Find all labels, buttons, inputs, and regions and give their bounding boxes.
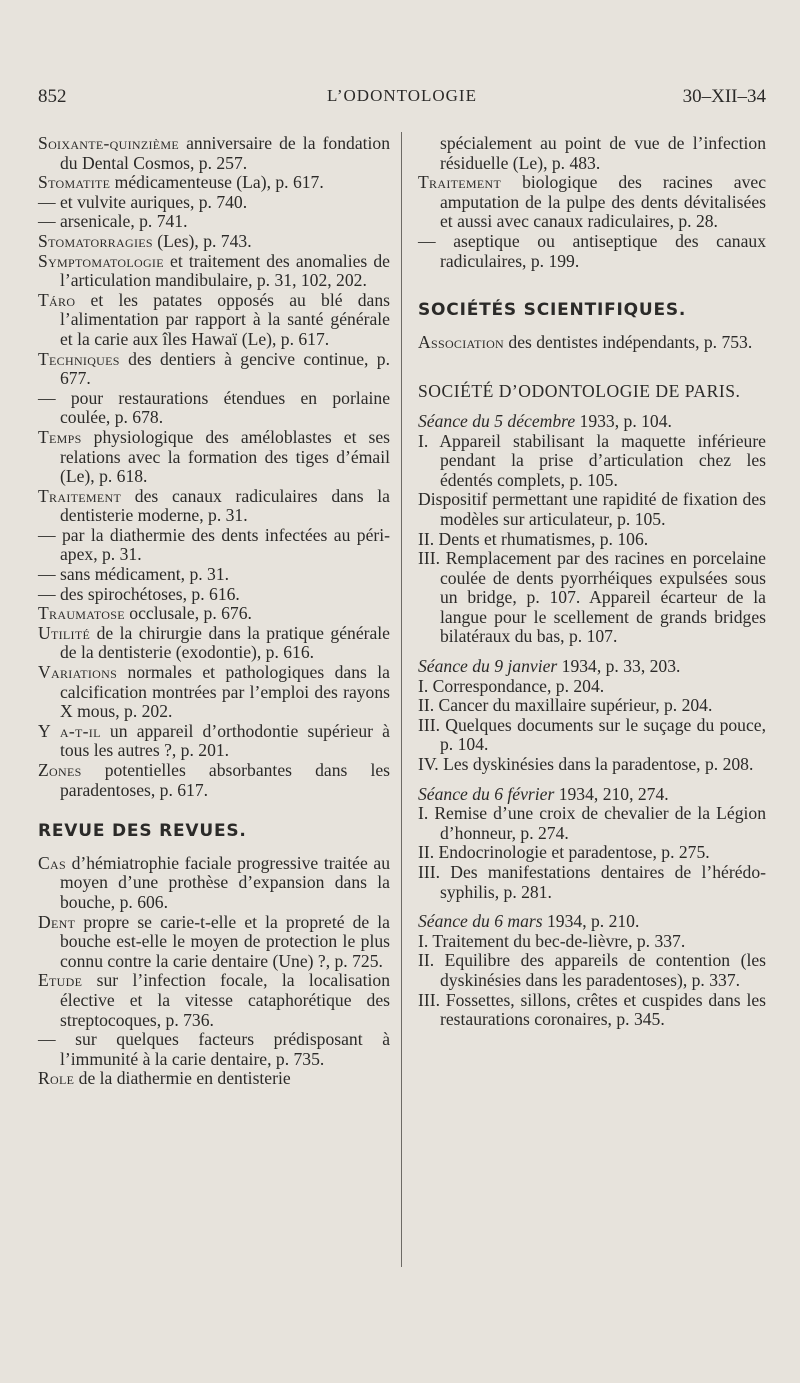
entry-head: Association [418,331,505,352]
entry-text: sur l’infection focale, la localisation élective et la vitesse cataphorétique des streptocoques, p. 736. [60,970,390,1030]
index-entry [418,232,766,271]
entry-text: — aseptique ou antiseptique des canaux radiculaires, p. 199. [418,230,766,271]
entry-text: anniversaire de la fondation du Dental Cosmos, p. 257. [60,133,390,173]
seance-pages: 1934, p. 210. [542,911,640,932]
seance-header [418,412,766,432]
entry-text: normales et pathologiques dans la calcification montrées par l’emploi des rayons X mous, p. 202. [60,662,390,722]
seance-item: II. Cancer du maxillaire supérieur, p. 204. [418,695,713,716]
entry-text: biologique des racines avec amputation de la pulpe des dents dévitalisées et aussi avec canaux radiculaires, p. 28. [440,172,766,232]
entry-text: des dentiers à gencive continue, p. 677. [60,348,390,389]
left-column [38,134,390,1089]
entry-text: un appareil d’orthodontie supérieur à tous les autres ?, p. 201. [60,720,390,761]
entry-head: Symptomatologie [38,250,164,271]
seance-pages: 1933, p. 104. [575,410,672,431]
section-heading: SOCIÉTÉS SCIENTIFIQUES. [418,300,687,321]
seance-item: IV. Les dyskinésies dans la paradentose, p. 208. [418,754,754,775]
entry-text: physiologique des améloblastes et ses relations avec la formation des tiges d’émail (Le), p. 618. [60,426,390,487]
entry-text: occlusale, p. 676. [124,603,252,624]
entry-text: et les patates opposés au blé dans l’alimentation par rapport à la santé générale et la carie aux îles Hawaï (Le), p. 617. [60,289,390,349]
seance-label: Séance du 6 février [418,783,555,804]
seance-item: III. Quelques documents sur le suçage du pouce, p. 104. [418,714,766,755]
entry-text: — sans médicament, p. 31. [38,564,230,585]
entry-head: Traitement [38,485,122,506]
revue-entries [38,854,390,1089]
index-entry [38,1069,390,1089]
entry-text: de la chirurgie dans la pratique générale de la dentisterie (exodontie), p. 616. [60,622,390,663]
index-entry [38,193,390,213]
seance-label: Séance du 5 décembre [418,410,576,431]
seance-block [418,912,766,1030]
right-column [418,134,766,1030]
seance-item: II. Dents et rhumatismes, p. 106. [418,528,649,549]
entry-head: Stomatorragies [38,230,153,251]
index-entry [38,913,390,972]
seance-pages: 1934, 210, 274. [554,783,669,804]
seance-header [418,785,766,805]
seance-item: III. Remplacement par des racines en porcelaine coulée de dents pyorrhéiques expulsées sous un bridge, p. 107. Appareil écarteur de la langue pour le scellement de grands bridges bilatéraux du bas, p. 107. [418,548,766,647]
seance-item: I. Correspondance, p. 204. [418,675,605,696]
index-entry [38,761,390,800]
page-header [38,86,766,114]
seance-item: Dispositif permettant une rapidité de fixation des modèles sur articulateur, p. 105. [418,489,766,529]
index-entry [38,565,390,585]
index-entry [38,971,390,1030]
entry-head: Dent [38,911,76,932]
index-entry [38,722,390,761]
page-number: 852 [38,86,67,107]
entry-text: — et vulvite auriques, p. 740. [38,191,248,212]
column-rule [401,132,402,1267]
entry-text: médicamenteuse (La), p. 617. [110,172,324,193]
entry-head: Role [38,1068,75,1089]
entry-text: — par la diathermie des dents infectées au péri-apex, p. 31. [38,524,390,565]
index-entry [38,212,390,232]
seance-pages: 1934, p. 33, 203. [557,656,681,677]
seance-block [418,657,766,775]
index-entry [38,526,390,565]
entry-head: Temps [38,426,82,447]
entry-head: Y a-t-il [38,720,101,741]
entry-head: Soixante-quinzième [38,133,180,153]
index-entry [38,624,390,663]
continuation-text: spécialement au point de vue de l’infection résiduelle (Le), p. 483. [440,133,766,173]
issue-date: 30–XII–34 [682,86,766,107]
seance-item: II. Endocrinologie et paradentose, p. 275. [418,842,710,863]
entry-text: — sur quelques facteurs prédisposant à l’immunité à la carie dentaire, p. 735. [38,1029,390,1069]
index-entry [38,854,390,913]
entry-head: Utilité [38,622,91,643]
seance-item: III. Fossettes, sillons, crêtes et cuspides dans les restaurations coronaires, p. 345. [418,989,766,1030]
index-entry [38,663,390,722]
entry-head: Variations [38,662,118,683]
index-entry [38,232,390,252]
index-entry [418,173,766,232]
entry-head: Etude [38,970,83,991]
entry-text: d’hémiatrophie faciale progressive traitée au moyen d’une prothèse d’expansion dans la bouche, p. 606. [60,852,390,912]
entry-text: — pour restaurations étendues en porlaine coulée, p. 678. [38,387,390,428]
index-entry [38,604,390,624]
seance-item: II. Equilibre des appareils de contention (les dyskinésies dans les paradentoses), p. 337. [418,950,766,990]
entry-text: et traitement des anomalies de l’articulation mandibulaire, p. 31, 102, 202. [60,250,390,291]
index-entry [38,389,390,428]
index-entry [38,350,390,389]
seance-header [418,657,766,677]
index-entry [38,134,390,173]
entry-text: propre se carie-t-elle et la propreté de la bouche est-elle le moyen de protection le plus connu contre la carie dentaire (Une) ?, p. 725. [60,911,390,971]
index-entry [38,428,390,487]
index-entry [38,252,390,291]
society-heading: SOCIÉTÉ D’ODONTOLOGIE DE PARIS. [418,381,741,402]
index-entries [38,134,390,800]
running-title: L’ODONTOLOGIE [327,86,477,105]
seance-label: Séance du 9 janvier [418,656,558,677]
seance-item: I. Traitement du bec-de-lièvre, p. 337. [418,930,686,951]
seance-block [418,412,766,647]
entry-head: Zones [38,760,82,780]
entry-text: — des spirochétoses, p. 616. [38,583,240,604]
seance-item: I. Remise d’une croix de chevalier de la Légion d’honneur, p. 274. [418,803,766,843]
entry-text: des canaux radiculaires dans la dentisterie moderne, p. 31. [60,485,390,526]
seance-label: Séance du 6 mars [418,911,543,932]
seance-item: I. Appareil stabilisant la maquette inférieure pendant la prise d’articulation chez les édentés complets, p. 105. [418,430,766,490]
entry-text: potentielles absorbantes dans les paradentoses, p. 617. [60,760,390,800]
entry-text: des dentistes indépendants, p. 753. [504,331,753,352]
entry-head: Táro [38,289,76,310]
index-entry [38,585,390,605]
index-entry [38,487,390,526]
entry-head: Stomatite [38,172,111,193]
seance-header [418,912,766,932]
entry-text: (Les), p. 743. [152,230,252,251]
index-entry [38,1030,390,1069]
entry-head: Traitement [418,172,502,193]
entry-head: Techniques [38,348,120,369]
seance-item: III. Des manifestations dentaires de l’hérédo-syphilis, p. 281. [418,862,766,902]
index-entry [38,173,390,193]
entry-text: de la diathermie en dentisterie [74,1068,291,1089]
entry-head: Cas [38,852,66,873]
section-heading: REVUE DES REVUES. [38,821,247,842]
entry-text: — arsenicale, p. 741. [38,211,188,232]
seance-block [418,785,766,903]
entry-head: Traumatose [38,603,125,624]
index-entry [418,333,766,353]
index-entry [38,291,390,350]
